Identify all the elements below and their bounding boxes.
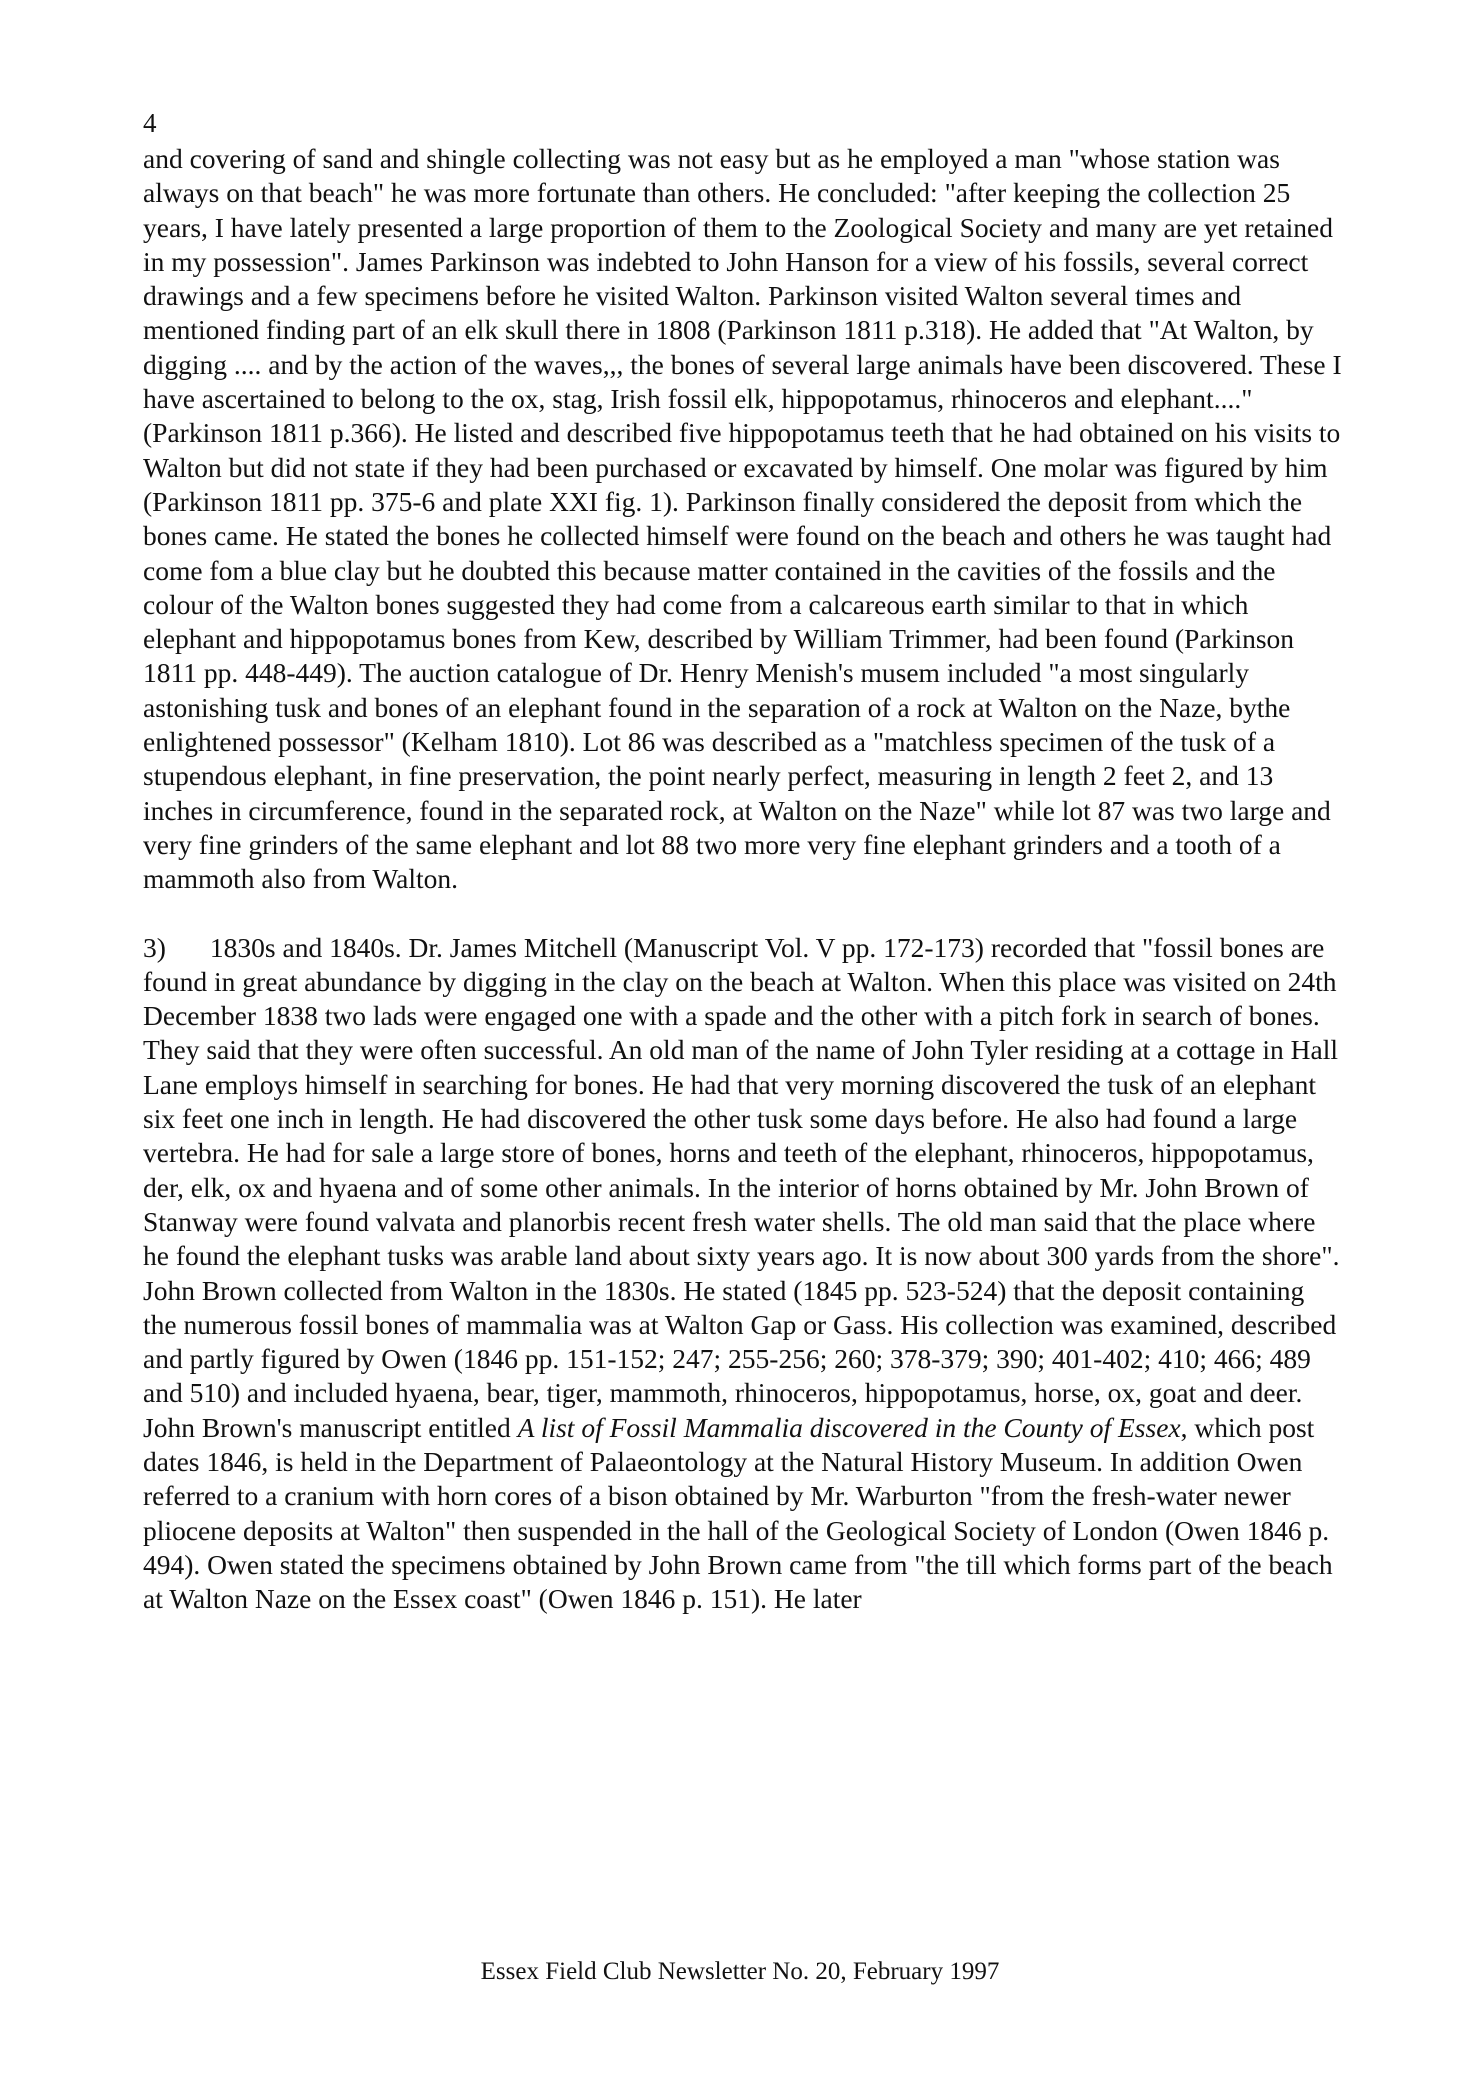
paragraph-2 — [143, 931, 1343, 1617]
manuscript-title: A list of Fossil Mammalia discovered in the County of Essex — [517, 1411, 1181, 1443]
page-footer: Essex Field Club Newsletter No. 20, February 1997 — [480, 1958, 1000, 1985]
article-body — [143, 142, 1343, 1616]
section-label: 3) — [143, 931, 166, 963]
paragraph-2-text-a: 1830s and 1840s. Dr. James Mitchell (Manuscript Vol. V pp. 172-173) recorded that "fossil bones are found in great abundance by digging in the clay on the beach at Walton. When this place was visited on 24th December 1838 two lads were engaged one with a spade and the other with a pitch fork in search of bones. They said that they were often successful. An old man of the name of John Tyler residing at a cottage in Hall Lane employs himself in searching for bones. He had that very morning discovered the tusk of an elephant six feet one inch in length. He had discovered the other tusk some days before. He also had found a large vertebra. He had for sale a large store of bones, horns and teeth of the elephant, rhinoceros, hippopotamus, der, elk, ox and hyaena and of some other animals. In the interior of horns obtained by Mr. John Brown of Stanway were found valvata and planorbis recent fresh water shells. The old man said that the place where he found the elephant tusks was arable land about sixty years ago. It is now about 300 yards from the shore". John Brown collected from Walton in the 1830s. He stated (1845 pp. 523-524) that the deposit containing the numerous fossil bones of mammalia was at Walton Gap or Gass. His collection was examined, described and partly figured by Owen (1846 pp. 151-152; 247; 255-256; 260; 378-379; 390; 401-402; 410; 466; 489 and 510) and included hyaena, bear, tiger, mammoth, rhinoceros, hippopotamus, horse, ox, goat and deer. John Brown's manuscript entitled — [143, 931, 1340, 1443]
page-number: 4 — [143, 108, 157, 138]
paragraph-2-text-b: , which post dates 1846, is held in the Department of Palaeontology at the Natural History Museum. In addition Owen referred to a cranium with horn cores of a bison obtained by Mr. Warburton "from the fresh-water newer pliocene deposits at Walton" then suspended in the hall of the Geological Society of London (Owen 1846 p. 494). Owen stated the specimens obtained by John Brown came from "the till which forms part of the beach at Walton Naze on the Essex coast" (Owen 1846 p. 151). He later — [143, 1411, 1333, 1615]
paragraph-1: and covering of sand and shingle collecting was not easy but as he employed a man "whose station was always on that beach" he was more fortunate than others. He concluded: "after keeping the collection 25 years, I have lately presented a large proportion of them to the Zoological Society and many are yet retained in my possession". James Parkinson was indebted to John Hanson for a view of his fossils, several correct drawings and a few specimens before he visited Walton. Parkinson visited Walton several times and mentioned finding part of an elk skull there in 1808 (Parkinson 1811 p.318). He added that "At Walton, by digging .... and by the action of the waves,,, the bones of several large animals have been discovered. These I have ascertained to belong to the ox, stag, Irish fossil elk, hippopotamus, rhinoceros and elephant...." (Parkinson 1811 p.366). He listed and described five hippopotamus teeth that he had obtained on his visits to Walton but did not state if they had been purchased or excavated by himself. One molar was figured by him (Parkinson 1811 pp. 375-6 and plate XXI fig. 1). Parkinson finally considered the deposit from which the bones came. He stated the bones he collected himself were found on the beach and others he was taught had come fom a blue clay but he doubted this because matter contained in the cavities of the fossils and the colour of the Walton bones suggested they had come from a calcareous earth similar to that in which elephant and hippopotamus bones from Kew, described by William Trimmer, had been found (Parkinson 1811 pp. 448-449). The auction catalogue of Dr. Henry Menish's musem included "a most singularly astonishing tusk and bones of an elephant found in the separation of a rock at Walton on the Naze, bythe enlightened possessor" (Kelham 1810). Lot 86 was described as a "matchless specimen of the tusk of a stupendous elephant, in fine preservation, the point nearly perfect, measuring in length 2 feet 2, and 13 inches in circumference, found in the separated rock, at Walton on the Naze" while lot 87 was two large and very fine grinders of the same elephant and lot 88 two more very fine elephant grinders and a tooth of a mammoth also from Walton. — [143, 143, 1342, 895]
